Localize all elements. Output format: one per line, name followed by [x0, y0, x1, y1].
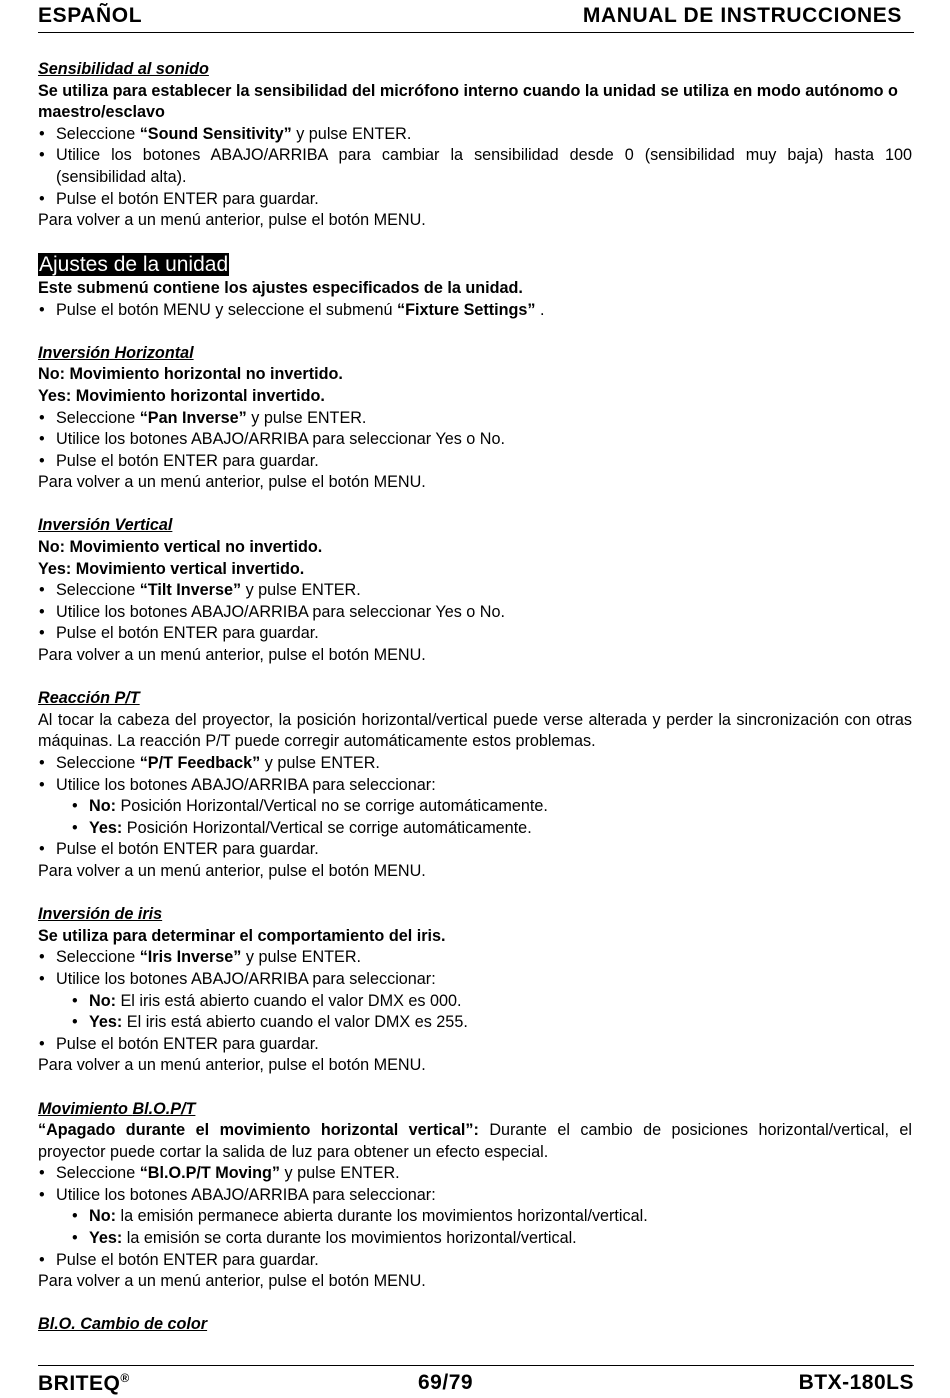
back-instruction: Para volver a un menú anterior, pulse el botón MENU. — [38, 1056, 426, 1075]
section-title: Sensibilidad al sonido — [38, 60, 209, 78]
option-no: No: Movimiento horizontal no invertido. — [38, 365, 343, 384]
registered-mark: ® — [120, 1371, 130, 1385]
list-item: • Utilice los botones ABAJO/ARRIBA para seleccionar: — [38, 969, 912, 991]
text: y pulse ENTER. — [241, 581, 361, 600]
text: la emisión permanece abierta durante los movimientos horizontal/vertical. — [115, 1207, 648, 1226]
back-instruction: Para volver a un menú anterior, pulse el botón MENU. — [38, 861, 426, 880]
sub-list-item — [71, 1228, 912, 1250]
option-label: No: — [89, 991, 116, 1010]
text: la emisión se corta durante los movimientos horizontal/vertical. — [122, 1229, 577, 1248]
section-title: Inversión Vertical — [38, 516, 173, 535]
back-instruction: Para volver a un menú anterior, pulse el botón MENU. — [38, 211, 426, 230]
section-title: Bl.O. Cambio de color — [38, 1315, 208, 1334]
text: Bl.O.P/T — [132, 1099, 196, 1118]
section-pan-inverse — [38, 343, 912, 494]
text: Seleccione — [56, 408, 140, 427]
text: Movimiento — [38, 1099, 133, 1118]
text: Seleccione — [56, 581, 140, 600]
text: Seleccione — [56, 754, 140, 772]
option-label: No: — [89, 1207, 116, 1226]
back-instruction: Para volver a un menú anterior, pulse el botón MENU. — [38, 473, 426, 492]
list-item — [38, 753, 912, 775]
section-description: Se utiliza para determinar el comportamiento del iris. — [38, 926, 446, 945]
menu-keyword: “Sound Sensitivity” — [139, 124, 292, 143]
menu-keyword: “P/T Feedback” — [139, 754, 261, 772]
page-number: 69/79 — [418, 1371, 474, 1394]
section-title: Inversión Horizontal — [38, 343, 194, 362]
list-item — [38, 1163, 912, 1185]
sub-list-item — [71, 818, 912, 840]
section-tilt-inverse — [38, 515, 912, 666]
section-blackout-pt — [38, 1099, 912, 1293]
text: El iris está abierto cuando el valor DMX es 000. — [115, 991, 462, 1010]
section-sound-sensitivity — [38, 59, 912, 232]
section-title: Inversión de iris — [38, 905, 163, 924]
text: . — [535, 300, 545, 319]
sub-list-item — [71, 1206, 912, 1228]
text: y pulse ENTER. — [241, 948, 362, 967]
list-item — [38, 124, 912, 146]
section-description — [38, 1120, 912, 1163]
option-label: Yes: — [89, 818, 123, 837]
text: Posición Horizontal/Vertical no se corrige automáticamente. — [115, 797, 548, 816]
sub-list-item — [71, 796, 912, 818]
section-title — [38, 1099, 912, 1121]
option-yes: Yes: Movimiento vertical invertido. — [38, 559, 305, 578]
section-description: Este submenú contiene los ajustes especificados de la unidad. — [38, 278, 523, 297]
text: y pulse ENTER. — [280, 1164, 400, 1183]
header-title: MANUAL DE INSTRUCCIONES — [582, 4, 902, 27]
menu-keyword: “Iris Inverse” — [139, 948, 242, 967]
menu-keyword: “Tilt Inverse” — [139, 581, 242, 600]
list-item: • Pulse el botón ENTER para guardar. — [38, 623, 912, 645]
option-yes: Yes: Movimiento horizontal invertido. — [38, 386, 325, 405]
list-item: • Pulse el botón ENTER para guardar. — [38, 1250, 912, 1272]
page-header — [38, 0, 914, 33]
text: Posición Horizontal/Vertical se corrige automáticamente. — [122, 818, 532, 837]
text: Pulse el botón MENU y seleccione el submenú — [56, 300, 398, 319]
text: y pulse ENTER. — [246, 408, 367, 427]
sub-list-item — [71, 991, 912, 1013]
section-description: Se utiliza para establecer la sensibilidad del micrófono interno cuando la unidad se utiliza en modo autónomo o maestro/esclavo — [38, 81, 898, 122]
section-description: Al tocar la cabeza del proyector, la posición horizontal/vertical puede verse alterada y perder la sincronización con otras máquinas. La reacción P/T puede corregir automáticamente estos problemas. — [38, 710, 912, 751]
page-footer — [38, 1365, 914, 1398]
list-item: • Pulse el botón ENTER para guardar. — [38, 839, 912, 861]
list-item — [38, 300, 912, 322]
footer-brand — [38, 1371, 130, 1396]
sub-list-item — [71, 1012, 912, 1034]
list-item: • Pulse el botón ENTER para guardar. — [38, 1034, 912, 1056]
section-fixture-settings — [38, 253, 912, 321]
list-item: • Utilice los botones ABAJO/ARRIBA para seleccionar Yes o No. — [38, 602, 912, 624]
text: Seleccione — [56, 124, 140, 143]
list-item — [38, 580, 912, 602]
section-blackout-color — [38, 1314, 912, 1336]
menu-keyword: “Bl.O.P/T Moving” — [139, 1164, 280, 1183]
back-instruction: Para volver a un menú anterior, pulse el botón MENU. — [38, 1272, 426, 1291]
option-label: No: — [89, 797, 116, 816]
text: y pulse ENTER. — [291, 124, 412, 143]
list-item: • Pulse el botón ENTER para guardar. — [38, 451, 912, 473]
list-item: • Utilice los botones ABAJO/ARRIBA para cambiar la sensibilidad desde 0 (sensibilidad muy baja) hasta 100 (sensibilidad alta). — [38, 145, 912, 188]
option-label: Yes: — [89, 1229, 123, 1248]
section-iris-inverse — [38, 904, 912, 1077]
list-item — [38, 408, 912, 430]
text: Durante el cambio de posiciones horizontal/vertical, el proyector puede cortar la salida de luz para obtener un efecto especial. — [38, 1121, 912, 1161]
list-item: • Pulse el botón ENTER para guardar. — [38, 189, 912, 211]
menu-keyword: “Fixture Settings” — [397, 300, 536, 319]
brand-name: BRITEQ — [38, 1372, 121, 1395]
section-title: Reacción P/T — [38, 689, 140, 708]
list-item: • Utilice los botones ABAJO/ARRIBA para seleccionar Yes o No. — [38, 429, 912, 451]
text: Seleccione — [56, 1164, 140, 1183]
list-item — [38, 947, 912, 969]
footer-model: BTX-180LS — [798, 1371, 914, 1394]
text: y pulse ENTER. — [260, 754, 380, 772]
list-item: • Utilice los botones ABAJO/ARRIBA para seleccionar: — [38, 1185, 912, 1207]
option-no: No: Movimiento vertical no invertido. — [38, 538, 323, 557]
back-instruction: Para volver a un menú anterior, pulse el botón MENU. — [38, 646, 426, 665]
option-label: Yes: — [89, 1013, 123, 1032]
section-pt-feedback — [38, 688, 912, 882]
text: El iris está abierto cuando el valor DMX es 255. — [122, 1013, 468, 1032]
text: Seleccione — [56, 948, 140, 967]
menu-keyword: “Pan Inverse” — [139, 408, 247, 427]
header-language: ESPAÑOL — [38, 4, 143, 27]
document-body — [38, 59, 912, 1336]
description-keyword: “Apagado durante el movimiento horizontal vertical”: — [38, 1121, 479, 1140]
list-item: • Utilice los botones ABAJO/ARRIBA para seleccionar: — [38, 775, 912, 797]
main-heading: Ajustes de la unidad — [39, 253, 229, 277]
